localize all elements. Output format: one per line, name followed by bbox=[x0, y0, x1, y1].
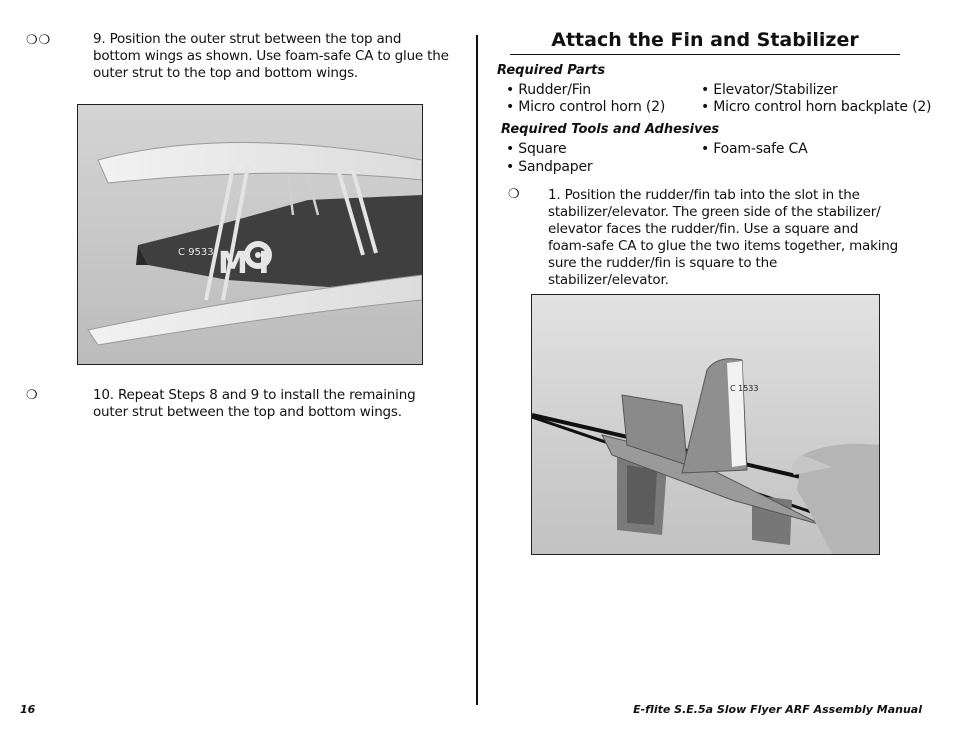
biplane-illustration bbox=[78, 105, 422, 364]
fuselage-serial-marking: C 9533 bbox=[178, 247, 214, 258]
required-tool-item: • Sandpaper bbox=[506, 159, 593, 175]
step10-checkbox[interactable]: ❍ bbox=[26, 388, 39, 403]
step1-text: 1. Position the rudder/fin tab into the slot in the stabilizer/elevator. The green side of the stabilizer/ elevator faces the rudder/fin. Use a square and foam-safe CA to glue the two items together, making sure the rudder/fin is square to the stabilizer/elevator. bbox=[548, 187, 899, 288]
step1-checkbox[interactable]: ❍ bbox=[508, 187, 521, 202]
column-divider bbox=[476, 35, 478, 705]
step9-text: 9. Position the outer strut between the top and bottom wings as shown. Use foam-safe CA to glue the outer strut to the top and bottom wings. bbox=[93, 31, 449, 81]
manual-title-footer: E-flite S.E.5a Slow Flyer ARF Assembly Manual bbox=[633, 703, 922, 716]
required-tool-item: • Square bbox=[506, 141, 567, 157]
required-part-item: • Micro control horn (2) bbox=[506, 99, 666, 115]
required-part-item: • Rudder/Fin bbox=[506, 82, 591, 98]
required-parts-heading: Required Parts bbox=[497, 63, 606, 78]
fin-stabilizer-photo bbox=[531, 294, 880, 555]
page-number: 16 bbox=[20, 703, 36, 716]
required-tool-item: • Foam-safe CA bbox=[701, 141, 808, 157]
required-part-item: • Micro control horn backplate (2) bbox=[701, 99, 932, 115]
fuselage-letter-marking: M I bbox=[218, 246, 270, 281]
title-underline bbox=[510, 54, 900, 55]
fin-stabilizer-illustration bbox=[532, 295, 879, 554]
section-title: Attach the Fin and Stabilizer bbox=[551, 29, 859, 51]
required-tools-heading: Required Tools and Adhesives bbox=[501, 122, 720, 137]
step9-checkboxes[interactable]: ❍❍ bbox=[26, 33, 52, 48]
biplane-wing-strut-photo bbox=[77, 104, 423, 365]
step10-text: 10. Repeat Steps 8 and 9 to install the remaining outer strut between the top and bottom wings. bbox=[93, 387, 416, 420]
required-part-item: • Elevator/Stabilizer bbox=[701, 82, 838, 98]
fin-serial-marking: C 1533 bbox=[730, 384, 759, 393]
